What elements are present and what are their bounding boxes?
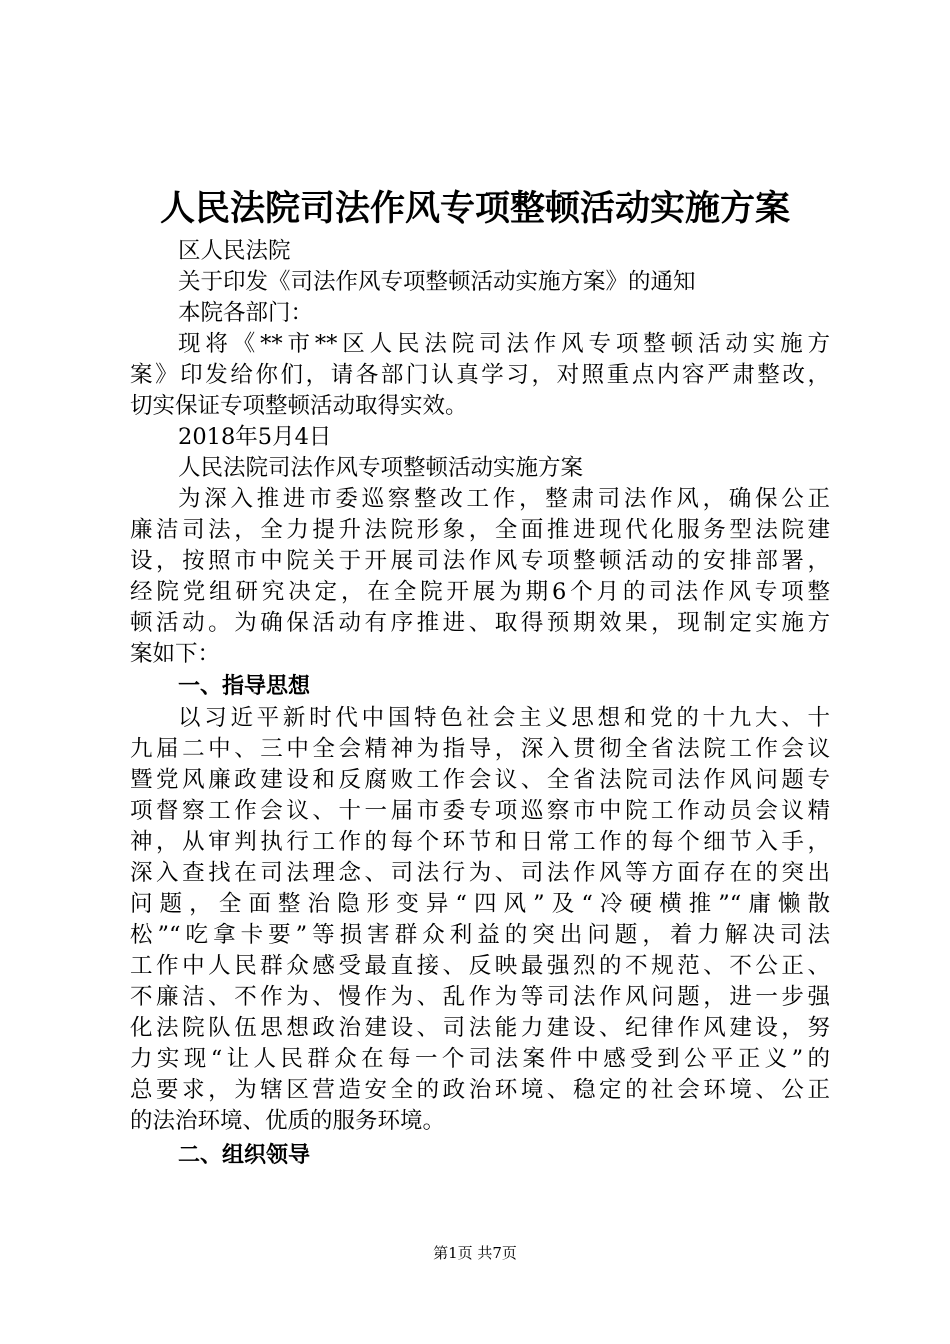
paragraph-line: 深入查找在司法理念、司法行为、司法作风等方面存在的突出: [130, 860, 830, 886]
paragraph-line: 切实保证专项整顿活动取得实效。: [130, 393, 468, 419]
paragraph-line: 神，从审判执行工作的每个环节和日常工作的每个细节入手，: [130, 829, 830, 855]
paragraph-line: 化法院队伍思想政治建设、司法能力建设、纪律作风建设，努: [130, 1015, 830, 1041]
paragraph-line: 的法治环境、优质的服务环境。: [130, 1108, 446, 1134]
paragraph-line: 案》印发给你们，请各部门认真学习，对照重点内容严肃整改，: [130, 362, 830, 388]
paragraph-line: 以习近平新时代中国特色社会主义思想和党的十九大、十: [178, 705, 830, 731]
paragraph-line: 案如下：: [130, 641, 221, 667]
date-line: 2018年5月4日: [178, 424, 332, 450]
paragraph-line: 问题，全面整治隐形变异“四风”及“冷硬横推”“庸懒散: [130, 891, 830, 917]
paragraph-line: 九届二中、三中全会精神为指导，深入贯彻全省法院工作会议: [130, 736, 830, 762]
paragraph-line: 总要求，为辖区营造安全的政治环境、稳定的社会环境、公正: [130, 1077, 830, 1103]
addressee-line: 本院各部门：: [178, 300, 314, 326]
paragraph-line: 力实现“让人民群众在每一个司法案件中感受到公平正义”的: [130, 1046, 830, 1072]
paragraph-line: 设，按照市中院关于开展司法作风专项整顿活动的安排部署，: [130, 548, 830, 574]
paragraph-line: 不廉洁、不作为、慢作为、乱作为等司法作风问题，进一步强: [130, 984, 830, 1010]
plan-title-line: 人民法院司法作风专项整顿活动实施方案: [178, 455, 584, 481]
paragraph-line: 顿活动。为确保活动有序推进、取得预期效果，现制定实施方: [130, 610, 830, 636]
document-body: [130, 236, 830, 1172]
page-number-footer: 第1页 共7页: [433, 1244, 517, 1262]
notice-title-line: 关于印发《司法作风专项整顿活动实施方案》的通知: [178, 269, 696, 295]
paragraph-line: 工作中人民群众感受最直接、反映最强烈的不规范、不公正、: [130, 953, 830, 979]
section-heading: 二、组织领导: [178, 1143, 311, 1168]
section-heading: 一、指导思想: [178, 674, 311, 699]
document-title: 人民法院司法作风专项整顿活动实施方案: [159, 189, 790, 229]
paragraph-line: 项督察工作会议、十一届市委专项巡察市中院工作动员会议精: [130, 798, 830, 824]
issuer-line: 区人民法院: [178, 238, 291, 264]
paragraph-line: 廉洁司法，全力提升法院形象，全面推进现代化服务型法院建: [130, 517, 830, 543]
paragraph-line: 松”“吃拿卡要”等损害群众利益的突出问题，着力解决司法: [130, 922, 830, 948]
paragraph-line: 为深入推进市委巡察整改工作，整肃司法作风，确保公正: [178, 486, 830, 512]
paragraph-line: 现将《**市**区人民法院司法作风专项整顿活动实施方: [178, 331, 830, 357]
paragraph-line: 经院党组研究决定，在全院开展为期6个月的司法作风专项整: [130, 579, 830, 605]
paragraph-line: 暨党风廉政建设和反腐败工作会议、全省法院司法作风问题专: [130, 767, 830, 793]
